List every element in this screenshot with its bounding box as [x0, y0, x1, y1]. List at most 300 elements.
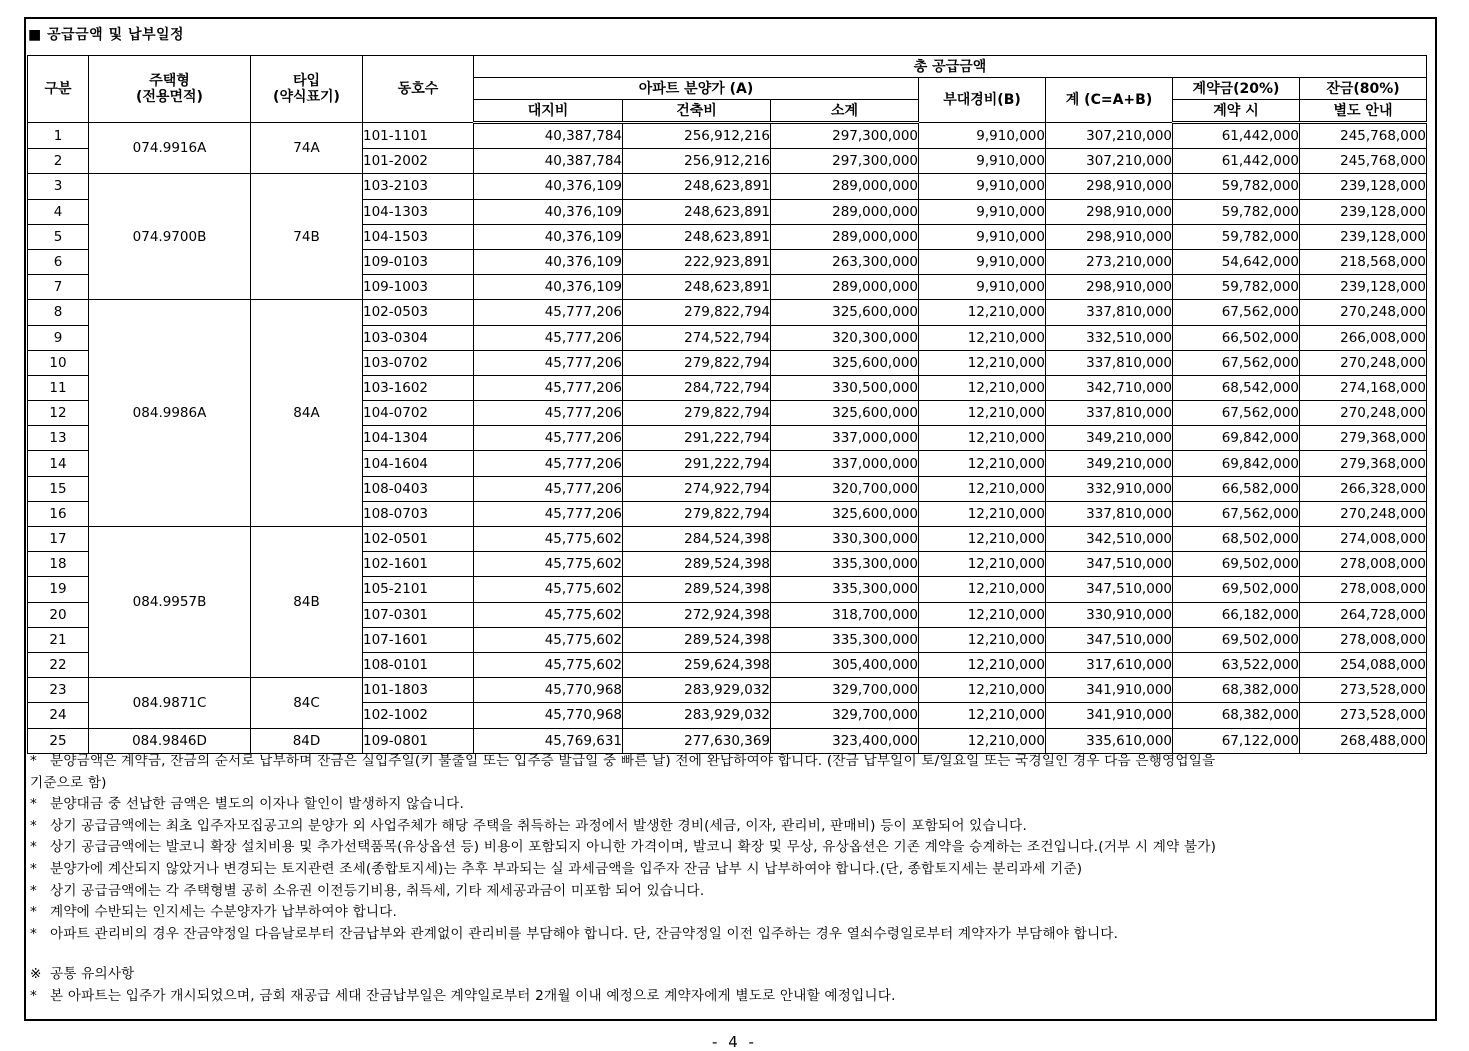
- cell-subtotal: 289,000,000: [771, 174, 919, 199]
- cell-type: 84D: [251, 728, 363, 753]
- cell-total: 349,210,000: [1046, 451, 1173, 476]
- cell-extra: 12,210,000: [919, 300, 1046, 325]
- header-deposit: 계약금(20%): [1173, 78, 1300, 100]
- cell-total: 335,610,000: [1046, 728, 1173, 753]
- cell-subtotal: 335,300,000: [771, 552, 919, 577]
- header-housing-type: [89, 56, 251, 123]
- cell-no: 11: [28, 375, 89, 400]
- common-notes-title: 공통 유의사항: [50, 966, 135, 983]
- cell-total: 347,510,000: [1046, 577, 1173, 602]
- cell-building: 274,522,794: [623, 325, 771, 350]
- cell-extra: 9,910,000: [919, 149, 1046, 174]
- cell-total: 347,510,000: [1046, 552, 1173, 577]
- cell-unit: 104-1503: [363, 224, 474, 249]
- cell-subtotal: 320,700,000: [771, 476, 919, 501]
- cell-balance: 239,128,000: [1300, 199, 1427, 224]
- cell-building: 289,524,398: [623, 552, 771, 577]
- cell-housing-type: 084.9871C: [89, 678, 251, 728]
- cell-extra: 12,210,000: [919, 627, 1046, 652]
- supply-price-table: [27, 55, 1427, 754]
- cell-no: 23: [28, 678, 89, 703]
- cell-building: 279,822,794: [623, 501, 771, 526]
- note-item: [30, 902, 1430, 924]
- cell-balance: 279,368,000: [1300, 426, 1427, 451]
- cell-deposit: 66,582,000: [1173, 476, 1300, 501]
- bullet-mark: *: [30, 882, 37, 899]
- cell-subtotal: 323,400,000: [771, 728, 919, 753]
- cell-no: 16: [28, 501, 89, 526]
- cell-subtotal: 297,300,000: [771, 149, 919, 174]
- table-row: [28, 300, 1427, 325]
- cell-land: 40,387,784: [474, 149, 623, 174]
- cell-type: 84C: [251, 678, 363, 728]
- cell-land: 40,376,109: [474, 174, 623, 199]
- cell-total: 307,210,000: [1046, 149, 1173, 174]
- cell-unit: 104-1304: [363, 426, 474, 451]
- cell-total: 341,910,000: [1046, 678, 1173, 703]
- cell-building: 248,623,891: [623, 275, 771, 300]
- cell-extra: 12,210,000: [919, 401, 1046, 426]
- cell-balance: 273,528,000: [1300, 703, 1427, 728]
- cell-unit: 104-1604: [363, 451, 474, 476]
- cell-extra: 9,910,000: [919, 199, 1046, 224]
- cell-no: 10: [28, 350, 89, 375]
- cell-deposit: 68,382,000: [1173, 678, 1300, 703]
- bullet-mark: *: [30, 904, 37, 921]
- cell-balance: 268,488,000: [1300, 728, 1427, 753]
- cell-unit: 108-0101: [363, 652, 474, 677]
- spacer: [30, 945, 1430, 964]
- header-apt-price: 아파트 분양가 (A): [474, 78, 919, 100]
- cell-deposit: 69,502,000: [1173, 627, 1300, 652]
- cell-unit: 108-0703: [363, 501, 474, 526]
- cell-unit: 102-1002: [363, 703, 474, 728]
- cell-balance: 239,128,000: [1300, 224, 1427, 249]
- cell-total: 337,810,000: [1046, 501, 1173, 526]
- cell-no: 22: [28, 652, 89, 677]
- cell-deposit: 59,782,000: [1173, 224, 1300, 249]
- cell-extra: 12,210,000: [919, 552, 1046, 577]
- cell-total: 330,910,000: [1046, 602, 1173, 627]
- cell-no: 3: [28, 174, 89, 199]
- cell-no: 6: [28, 249, 89, 274]
- bullet-mark: *: [30, 860, 37, 877]
- cell-no: 12: [28, 401, 89, 426]
- cell-unit: 101-1101: [363, 123, 474, 149]
- note-text: 분양대금 중 선납한 금액은 별도의 이자나 할인이 발생하지 않습니다.: [50, 796, 464, 813]
- cell-extra: 12,210,000: [919, 728, 1046, 753]
- cell-balance: 274,008,000: [1300, 527, 1427, 552]
- cell-no: 4: [28, 199, 89, 224]
- cell-unit: 104-0702: [363, 401, 474, 426]
- cell-unit: 102-1601: [363, 552, 474, 577]
- cell-balance: 273,528,000: [1300, 678, 1427, 703]
- cell-subtotal: 330,300,000: [771, 527, 919, 552]
- cell-deposit: 63,522,000: [1173, 652, 1300, 677]
- table-row: [28, 527, 1427, 552]
- header-total: 계 (C=A+B): [1046, 78, 1173, 123]
- cell-deposit: 66,502,000: [1173, 325, 1300, 350]
- cell-unit: 103-1602: [363, 375, 474, 400]
- cell-land: 45,770,968: [474, 703, 623, 728]
- header-extra: 부대경비(B): [919, 78, 1046, 123]
- cell-no: 25: [28, 728, 89, 753]
- cell-extra: 12,210,000: [919, 476, 1046, 501]
- cell-total: 341,910,000: [1046, 703, 1173, 728]
- note-text: 계약에 수반되는 인지세는 수분양자가 납부하여야 합니다.: [50, 904, 398, 921]
- cell-land: 40,387,784: [474, 123, 623, 149]
- cell-building: 284,722,794: [623, 375, 771, 400]
- cell-total: 317,610,000: [1046, 652, 1173, 677]
- note-text: 상기 공급금액에는 각 주택형별 공히 소유권 이전등기비용, 취득세, 기타 제세공과금이 미포함 되어 있습니다.: [50, 882, 705, 899]
- cell-balance: 254,088,000: [1300, 652, 1427, 677]
- cell-no: 21: [28, 627, 89, 652]
- note-item: [30, 859, 1430, 881]
- cell-balance: 270,248,000: [1300, 350, 1427, 375]
- cell-balance: 279,368,000: [1300, 451, 1427, 476]
- cell-subtotal: 289,000,000: [771, 199, 919, 224]
- cell-unit: 109-0103: [363, 249, 474, 274]
- note-item: [30, 751, 1430, 773]
- cell-total: 332,910,000: [1046, 476, 1173, 501]
- cell-land: 45,777,206: [474, 300, 623, 325]
- cell-unit: 107-1601: [363, 627, 474, 652]
- cell-total: 298,910,000: [1046, 199, 1173, 224]
- cell-unit: 109-1003: [363, 275, 474, 300]
- cell-building: 256,912,216: [623, 123, 771, 149]
- note-item-continuation: [30, 773, 1430, 795]
- cell-total: 332,510,000: [1046, 325, 1173, 350]
- bullet-mark: *: [30, 817, 37, 834]
- cell-deposit: 59,782,000: [1173, 174, 1300, 199]
- notes: [30, 751, 1430, 1008]
- cell-total: 307,210,000: [1046, 123, 1173, 149]
- table-header: [28, 56, 1427, 123]
- cell-building: 283,929,032: [623, 678, 771, 703]
- cell-deposit: 61,442,000: [1173, 123, 1300, 149]
- header-type: [251, 56, 363, 123]
- cell-balance: 270,248,000: [1300, 501, 1427, 526]
- cell-building: 272,924,398: [623, 602, 771, 627]
- bullet-mark: *: [30, 753, 37, 769]
- cell-no: 1: [28, 123, 89, 149]
- header-balance: 잔금(80%): [1300, 78, 1427, 100]
- cell-type: 74B: [251, 174, 363, 300]
- cell-balance: 278,008,000: [1300, 552, 1427, 577]
- page-number: - 4 -: [712, 1033, 757, 1051]
- cell-deposit: 59,782,000: [1173, 199, 1300, 224]
- cell-subtotal: 289,000,000: [771, 224, 919, 249]
- note-item: [30, 816, 1430, 838]
- cell-building: 248,623,891: [623, 199, 771, 224]
- cell-building: 274,922,794: [623, 476, 771, 501]
- header-housing-type-sub: (전용면적): [136, 89, 203, 105]
- cell-balance: 245,768,000: [1300, 149, 1427, 174]
- cell-balance: 266,328,000: [1300, 476, 1427, 501]
- cell-building: 259,624,398: [623, 652, 771, 677]
- bullet-mark: *: [30, 839, 37, 856]
- cell-deposit: 68,542,000: [1173, 375, 1300, 400]
- cell-land: 45,770,968: [474, 678, 623, 703]
- cell-total: 342,710,000: [1046, 375, 1173, 400]
- cell-subtotal: 329,700,000: [771, 703, 919, 728]
- cell-extra: 12,210,000: [919, 501, 1046, 526]
- cell-land: 45,777,206: [474, 426, 623, 451]
- cell-no: 18: [28, 552, 89, 577]
- cell-extra: 12,210,000: [919, 426, 1046, 451]
- header-subtotal: 소계: [771, 100, 919, 123]
- cell-land: 45,777,206: [474, 451, 623, 476]
- header-unit: 동호수: [363, 56, 474, 123]
- cell-no: 19: [28, 577, 89, 602]
- cell-land: 45,777,206: [474, 501, 623, 526]
- header-type-label: 타입: [292, 73, 321, 89]
- cell-extra: 9,910,000: [919, 249, 1046, 274]
- cell-building: 256,912,216: [623, 149, 771, 174]
- cell-no: 8: [28, 300, 89, 325]
- note-item: [30, 924, 1430, 946]
- common-notes-heading: [30, 964, 1430, 986]
- cell-unit: 103-0304: [363, 325, 474, 350]
- cell-unit: 108-0403: [363, 476, 474, 501]
- cell-total: 347,510,000: [1046, 627, 1173, 652]
- cell-land: 45,777,206: [474, 350, 623, 375]
- cell-total: 273,210,000: [1046, 249, 1173, 274]
- cell-total: 298,910,000: [1046, 275, 1173, 300]
- cell-extra: 12,210,000: [919, 652, 1046, 677]
- note-text: 분양금액은 계약금, 잔금의 순서로 납부하며 잔금은 실입주일(키 불출일 또는 입주증 발급일 중 빠른 날) 전에 완납하여야 합니다. (잔금 납부일이 토/일요일 또는 국경일인 경우 다음 은행영업일을: [50, 753, 1216, 769]
- cell-land: 45,775,602: [474, 627, 623, 652]
- cell-subtotal: 297,300,000: [771, 123, 919, 149]
- cell-housing-type: 074.9916A: [89, 123, 251, 174]
- cell-land: 40,376,109: [474, 199, 623, 224]
- table-row: [28, 678, 1427, 703]
- header-total-supply: 총 공급금액: [474, 56, 1427, 78]
- note-text: 상기 공급금액에는 발코니 확장 설치비용 및 추가선택품목(유상옵션 등) 비용이 포함되지 아니한 가격이며, 발코니 확장 및 무상, 유상옵션은 기존 계약을 승계하는 조건입니다.(거부 시 계약 불가): [50, 839, 1217, 856]
- table-row: [28, 174, 1427, 199]
- cell-land: 45,775,602: [474, 552, 623, 577]
- cell-balance: 270,248,000: [1300, 300, 1427, 325]
- note-item: [30, 986, 1430, 1008]
- table-body: [28, 123, 1427, 754]
- cell-balance: 274,168,000: [1300, 375, 1427, 400]
- cell-land: 40,376,109: [474, 224, 623, 249]
- cell-land: 45,777,206: [474, 375, 623, 400]
- cell-balance: 264,728,000: [1300, 602, 1427, 627]
- cell-deposit: 67,562,000: [1173, 350, 1300, 375]
- reference-mark: ※: [30, 966, 42, 983]
- cell-deposit: 61,442,000: [1173, 149, 1300, 174]
- cell-subtotal: 325,600,000: [771, 501, 919, 526]
- note-text: 분양가에 계산되지 않았거나 변경되는 토지관련 조세(종합토지세)는 추후 부과되는 실 과세금액을 입주자 잔금 납부 시 납부하여야 합니다.(단, 종합토지세는 분리과세 기준): [50, 860, 1083, 877]
- cell-no: 24: [28, 703, 89, 728]
- cell-deposit: 66,182,000: [1173, 602, 1300, 627]
- cell-deposit: 54,642,000: [1173, 249, 1300, 274]
- cell-deposit: 69,842,000: [1173, 426, 1300, 451]
- cell-total: 349,210,000: [1046, 426, 1173, 451]
- bullet-mark: *: [30, 796, 37, 813]
- cell-subtotal: 335,300,000: [771, 577, 919, 602]
- note-text: 본 아파트는 입주가 개시되었으며, 금회 재공급 세대 잔금납부일은 계약일로부터 2개월 이내 예정으로 계약자에게 별도로 안내할 예정입니다.: [50, 987, 896, 1004]
- cell-no: 14: [28, 451, 89, 476]
- cell-subtotal: 289,000,000: [771, 275, 919, 300]
- cell-extra: 12,210,000: [919, 602, 1046, 627]
- cell-building: 248,623,891: [623, 224, 771, 249]
- cell-land: 40,376,109: [474, 249, 623, 274]
- cell-unit: 109-0801: [363, 728, 474, 753]
- cell-building: 222,923,891: [623, 249, 771, 274]
- header-building: 건축비: [623, 100, 771, 123]
- cell-deposit: 69,842,000: [1173, 451, 1300, 476]
- cell-balance: 245,768,000: [1300, 123, 1427, 149]
- header-housing-type-label: 주택형: [149, 73, 190, 89]
- cell-subtotal: 325,600,000: [771, 401, 919, 426]
- cell-extra: 9,910,000: [919, 174, 1046, 199]
- cell-unit: 107-0301: [363, 602, 474, 627]
- cell-balance: 239,128,000: [1300, 174, 1427, 199]
- cell-subtotal: 318,700,000: [771, 602, 919, 627]
- cell-deposit: 67,122,000: [1173, 728, 1300, 753]
- section-title: ■ 공급금액 및 납부일정: [28, 27, 185, 43]
- cell-building: 248,623,891: [623, 174, 771, 199]
- note-item: [30, 794, 1430, 816]
- cell-no: 5: [28, 224, 89, 249]
- cell-balance: 266,008,000: [1300, 325, 1427, 350]
- cell-subtotal: 320,300,000: [771, 325, 919, 350]
- cell-deposit: 69,502,000: [1173, 577, 1300, 602]
- cell-balance: 239,128,000: [1300, 275, 1427, 300]
- cell-deposit: 67,562,000: [1173, 501, 1300, 526]
- cell-total: 337,810,000: [1046, 300, 1173, 325]
- note-text: 상기 공급금액에는 최초 입주자모집공고의 분양가 외 사업주체가 해당 주택을 취득하는 과정에서 발생한 경비(세금, 이자, 관리비, 판매비) 등이 포함되어 있습니다.: [50, 817, 1028, 834]
- cell-total: 298,910,000: [1046, 224, 1173, 249]
- cell-land: 40,376,109: [474, 275, 623, 300]
- cell-no: 13: [28, 426, 89, 451]
- bullet-mark: *: [30, 925, 37, 942]
- table-row: [28, 728, 1427, 753]
- cell-unit: 103-2103: [363, 174, 474, 199]
- cell-unit: 105-2101: [363, 577, 474, 602]
- header-gubun: 구분: [28, 56, 89, 123]
- cell-extra: 12,210,000: [919, 527, 1046, 552]
- header-land: 대지비: [474, 100, 623, 123]
- cell-building: 289,524,398: [623, 577, 771, 602]
- cell-unit: 103-0702: [363, 350, 474, 375]
- cell-deposit: 68,502,000: [1173, 527, 1300, 552]
- cell-subtotal: 335,300,000: [771, 627, 919, 652]
- cell-building: 283,929,032: [623, 703, 771, 728]
- cell-subtotal: 263,300,000: [771, 249, 919, 274]
- cell-land: 45,769,631: [474, 728, 623, 753]
- cell-subtotal: 329,700,000: [771, 678, 919, 703]
- cell-land: 45,777,206: [474, 401, 623, 426]
- cell-subtotal: 325,600,000: [771, 300, 919, 325]
- cell-balance: 218,568,000: [1300, 249, 1427, 274]
- cell-balance: 278,008,000: [1300, 577, 1427, 602]
- cell-unit: 101-2002: [363, 149, 474, 174]
- table-row: [28, 123, 1427, 149]
- cell-building: 289,524,398: [623, 627, 771, 652]
- cell-total: 342,510,000: [1046, 527, 1173, 552]
- cell-extra: 9,910,000: [919, 123, 1046, 149]
- cell-deposit: 67,562,000: [1173, 401, 1300, 426]
- cell-subtotal: 325,600,000: [771, 350, 919, 375]
- cell-unit: 101-1803: [363, 678, 474, 703]
- cell-total: 337,810,000: [1046, 401, 1173, 426]
- cell-land: 45,775,602: [474, 652, 623, 677]
- cell-housing-type: 084.9846D: [89, 728, 251, 753]
- cell-no: 20: [28, 602, 89, 627]
- cell-building: 279,822,794: [623, 350, 771, 375]
- cell-subtotal: 337,000,000: [771, 451, 919, 476]
- cell-unit: 104-1303: [363, 199, 474, 224]
- cell-deposit: 67,562,000: [1173, 300, 1300, 325]
- cell-building: 291,222,794: [623, 451, 771, 476]
- cell-extra: 12,210,000: [919, 703, 1046, 728]
- cell-balance: 270,248,000: [1300, 401, 1427, 426]
- cell-extra: 9,910,000: [919, 224, 1046, 249]
- bullet-mark: *: [30, 987, 37, 1004]
- cell-no: 2: [28, 149, 89, 174]
- cell-no: 7: [28, 275, 89, 300]
- cell-unit: 102-0503: [363, 300, 474, 325]
- cell-land: 45,775,602: [474, 527, 623, 552]
- header-balance-sub: 별도 안내: [1300, 100, 1427, 123]
- cell-extra: 12,210,000: [919, 451, 1046, 476]
- cell-extra: 12,210,000: [919, 375, 1046, 400]
- cell-no: 15: [28, 476, 89, 501]
- note-text: 기준으로 함): [30, 774, 107, 791]
- cell-type: 84B: [251, 527, 363, 678]
- cell-subtotal: 337,000,000: [771, 426, 919, 451]
- cell-type: 74A: [251, 123, 363, 174]
- cell-extra: 12,210,000: [919, 350, 1046, 375]
- note-text: 아파트 관리비의 경우 잔금약정일 다음날로부터 잔금납부와 관계없이 관리비를 부담해야 합니다. 단, 잔금약정일 이전 입주하는 경우 열쇠수령일로부터 계약자가 부담해야 합니다.: [50, 925, 1119, 942]
- cell-building: 279,822,794: [623, 300, 771, 325]
- cell-land: 45,777,206: [474, 476, 623, 501]
- cell-subtotal: 305,400,000: [771, 652, 919, 677]
- cell-extra: 9,910,000: [919, 275, 1046, 300]
- cell-extra: 12,210,000: [919, 678, 1046, 703]
- cell-extra: 12,210,000: [919, 325, 1046, 350]
- cell-unit: 102-0501: [363, 527, 474, 552]
- cell-no: 17: [28, 527, 89, 552]
- cell-land: 45,775,602: [474, 602, 623, 627]
- cell-housing-type: 074.9700B: [89, 174, 251, 300]
- cell-building: 284,524,398: [623, 527, 771, 552]
- note-item: [30, 881, 1430, 903]
- cell-extra: 12,210,000: [919, 577, 1046, 602]
- header-type-sub: (약식표기): [273, 89, 340, 105]
- cell-subtotal: 330,500,000: [771, 375, 919, 400]
- cell-land: 45,775,602: [474, 577, 623, 602]
- cell-no: 9: [28, 325, 89, 350]
- cell-housing-type: 084.9957B: [89, 527, 251, 678]
- cell-deposit: 59,782,000: [1173, 275, 1300, 300]
- note-item: [30, 837, 1430, 859]
- cell-housing-type: 084.9986A: [89, 300, 251, 527]
- header-deposit-sub: 계약 시: [1173, 100, 1300, 123]
- cell-balance: 278,008,000: [1300, 627, 1427, 652]
- cell-building: 291,222,794: [623, 426, 771, 451]
- cell-building: 277,630,369: [623, 728, 771, 753]
- cell-deposit: 68,382,000: [1173, 703, 1300, 728]
- cell-total: 298,910,000: [1046, 174, 1173, 199]
- cell-land: 45,777,206: [474, 325, 623, 350]
- cell-building: 279,822,794: [623, 401, 771, 426]
- cell-total: 337,810,000: [1046, 350, 1173, 375]
- cell-deposit: 69,502,000: [1173, 552, 1300, 577]
